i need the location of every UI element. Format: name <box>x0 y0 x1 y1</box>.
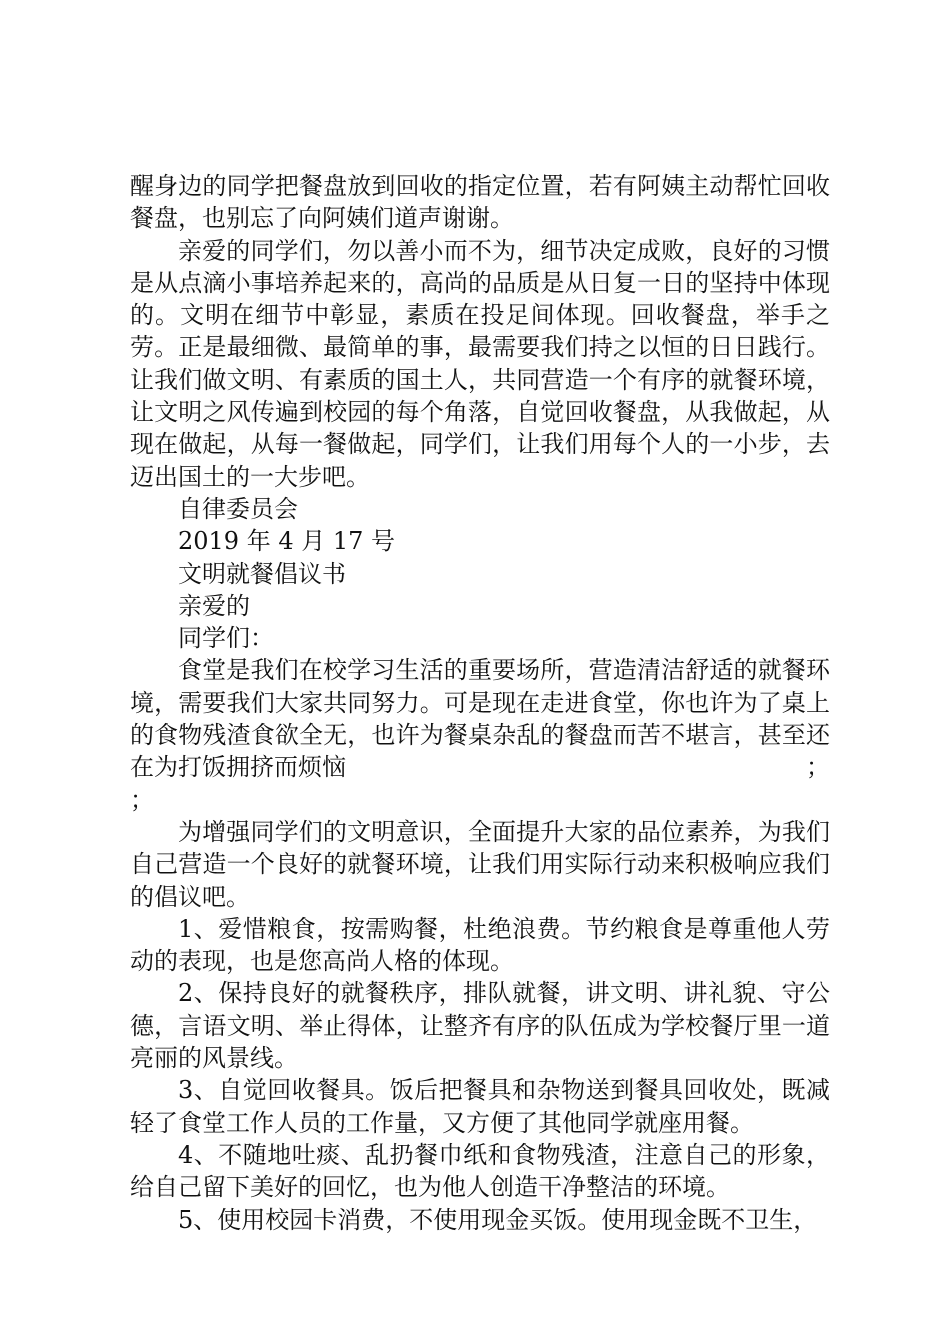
list-item: 5、使用校园卡消费，不使用现金买饭。使用现金既不卫生， <box>178 1205 818 1234</box>
document-body <box>130 170 830 1236</box>
salutation-line-2: 同学们： <box>178 624 274 653</box>
paragraph-recycle-reminder: 醒身边的同学把餐盘放到回收的指定位置，若有阿姨主动帮忙回收餐盘，也别忘了向阿姨们道声谢谢。 <box>130 172 830 233</box>
paragraph-canteen-text: 食堂是我们在校学习生活的重要场所，营造清洁舒适的就餐环境，需要我们大家共同努力。可是现在走进食堂，你也许为了桌上的食物残渣食欲全无，也许为餐桌杂乱的餐盘而苦不堪言，甚至还在为打饭拥挤而烦恼 <box>130 656 830 782</box>
paragraph-canteen <box>130 654 830 783</box>
paragraph-canteen-semicolon: ； <box>130 785 154 814</box>
list-item: 3、自觉回收餐具。饭后把餐具和杂物送到餐具回收处，既减轻了食堂工作人员的工作量，又方便了其他同学就座用餐。 <box>130 1076 830 1137</box>
signature: 自律委员会 <box>178 494 298 523</box>
paragraph-initiative: 为增强同学们的文明意识，全面提升大家的品位素养，为我们自己营造一个良好的就餐环境，让我们用实际行动来积极响应我们的倡议吧。 <box>130 817 830 911</box>
list-item: 2、保持良好的就餐秩序，排队就餐，讲文明、讲礼貌、守公德，言语文明、举止得体，让整齐有序的队伍成为学校餐厅里一道亮丽的风景线。 <box>130 979 830 1073</box>
paragraph-canteen-tail: ； <box>806 753 830 782</box>
document-title: 文明就餐倡议书 <box>178 559 346 588</box>
list-item: 1、爱惜粮食，按需购餐，杜绝浪费。节约粮食是尊重他人劳动的表现，也是您高尚人格的体现。 <box>130 914 830 976</box>
list-item: 4、不随地吐痰、乱扔餐巾纸和食物残渣，注意自己的形象，给自己留下美好的回忆，也为他人创造干净整洁的环境。 <box>130 1140 830 1202</box>
date: 2019 年 4 月 17 号 <box>178 527 396 556</box>
paragraph-appeal: 亲爱的同学们，勿以善小而不为，细节决定成败，良好的习惯是从点滴小事培养起来的，高尚的品质是从日复一日的坚持中体现的。文明在细节中彰显，素质在投足间体现。回收餐盘，举手之劳。正是最细微、最简单的事，最需要我们持之以恒的日日践行。让我们做文明、有素质的国土人，共同营造一个有序的就餐环境，让文明之风传遍到校园的每个角落，自觉回收餐盘，从我做起，从现在做起，从每一餐做起，同学们，让我们用每个人的一小步，去迈出国土的一大步吧。 <box>130 236 830 491</box>
salutation-line-1: 亲爱的 <box>178 591 250 620</box>
